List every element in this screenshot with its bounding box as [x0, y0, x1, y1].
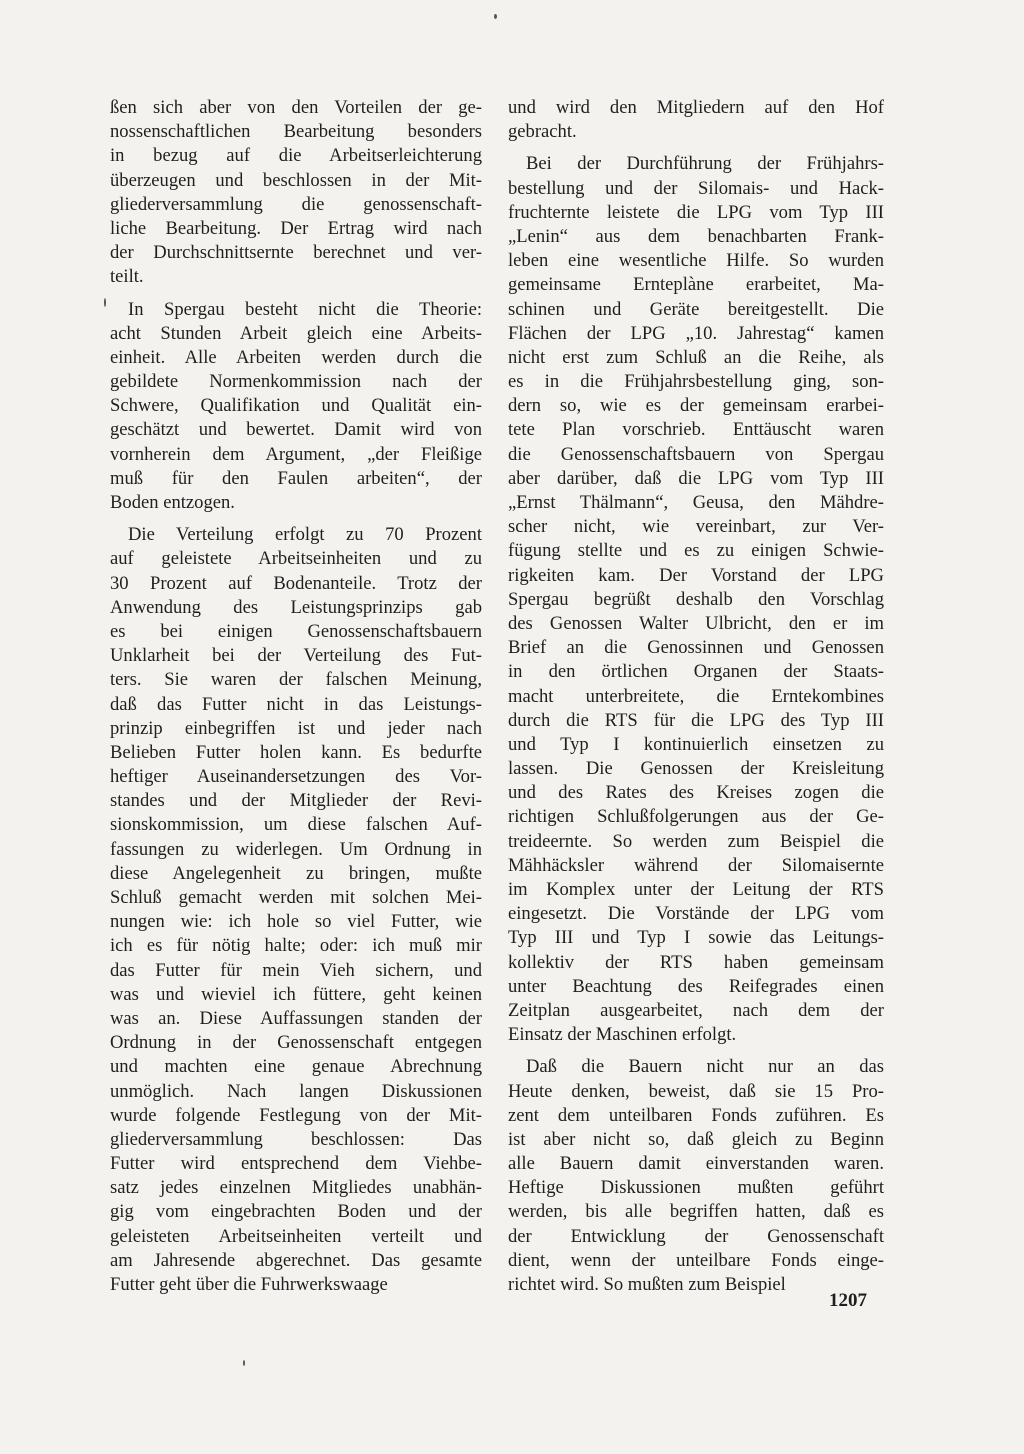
- right-column: [508, 96, 884, 1297]
- text-line: unter Beachtung des Reifegrades einen: [508, 975, 884, 997]
- scan-speck: [243, 1360, 245, 1366]
- text-line: Typ III und Typ I sowie das Leitungs-: [508, 927, 884, 949]
- text-line: schinen und Geräte bereitgestellt. Die: [508, 298, 884, 320]
- text-line: überzeugen und beschlossen in der Mit-: [110, 169, 482, 191]
- text-line: der Entwicklung der Genossenschaft: [508, 1225, 884, 1247]
- text-line: unmöglich. Nach langen Diskussionen: [110, 1080, 482, 1102]
- text-line: ters. Sie waren der falschen Meinung,: [110, 669, 482, 691]
- paragraph-gap: [508, 144, 884, 152]
- right-paragraph: [508, 1055, 884, 1297]
- text-line: „Ernst Thälmann“, Geusa, den Mähdre-: [508, 492, 884, 513]
- text-line: rigkeiten kam. Der Vorstand der LPG: [508, 564, 884, 586]
- text-line: sionskommission, um diese falschen Auf-: [110, 814, 482, 836]
- text-line: fassungen zu widerlegen. Um Ordnung in: [110, 838, 482, 860]
- text-line: gig vom eingebrachten Boden und der: [110, 1201, 482, 1223]
- text-line: aber darüber, daß die LPG vom Typ III: [508, 467, 884, 489]
- text-line: werden, bis alle begriffen hatten, daß es: [508, 1201, 884, 1223]
- text-line: dern so, wie es der gemeinsam erarbei-: [508, 395, 884, 417]
- text-line: geschätzt und bewertet. Damit wird von: [110, 419, 482, 441]
- text-line: Unklarheit bei der Verteilung des Fut-: [110, 645, 482, 667]
- text-line: Schluß gemacht werden mit solchen Mei-: [110, 887, 482, 908]
- text-line: standes und der Mitglieder der Revi-: [110, 790, 482, 812]
- text-line: des Genossen Walter Ulbricht, den er im: [508, 612, 884, 634]
- text-line: leben eine wesentliche Hilfe. So wurden: [508, 250, 884, 272]
- text-line: Die Verteilung erfolgt zu 70 Prozent: [128, 524, 482, 546]
- text-line: auf geleistete Arbeitseinheiten und zu: [110, 548, 482, 570]
- text-line: scher nicht, wie vereinbart, zur Ver-: [508, 516, 884, 538]
- text-line: teilt.: [110, 266, 144, 288]
- text-line: Spergau begrüßt deshalb den Vorschlag: [508, 588, 884, 610]
- text-line: Ordnung in der Genossenschaft entgegen: [110, 1032, 482, 1054]
- text-line: acht Stunden Arbeit gleich eine Arbeits-: [110, 322, 482, 344]
- text-line: ist aber nicht so, daß gleich zu Beginn: [508, 1128, 884, 1150]
- text-line: es bei einigen Genossenschaftsbauern: [110, 620, 482, 642]
- text-line: gebildete Normenkommission nach der: [110, 371, 482, 393]
- text-line: diese Angelegenheit zu bringen, mußte: [110, 862, 482, 884]
- paragraph-gap: [110, 290, 482, 298]
- text-line: lassen. Die Genossen der Kreisleitung: [508, 758, 884, 780]
- text-line: daß das Futter nicht in das Leistungs-: [110, 693, 482, 715]
- text-line: macht unterbreitete, die Erntekombines: [508, 685, 884, 707]
- text-line: Heftige Diskussionen mußten geführt: [508, 1177, 884, 1199]
- text-line: einheit. Alle Arbeiten werden durch die: [110, 346, 482, 368]
- text-line: Boden entzogen.: [110, 492, 235, 513]
- text-line: richtigen Schlußfolgerungen aus der Ge-: [508, 806, 884, 828]
- left-paragraph: [110, 298, 482, 516]
- text-line: alle Bauern damit einverstanden waren.: [508, 1153, 884, 1175]
- text-line: nungen wie: ich hole so viel Futter, wie: [110, 911, 482, 933]
- text-line: es in die Frühjahrsbestellung ging, son-: [508, 371, 884, 393]
- text-line: vornherein dem Argument, „der Fleißige: [110, 443, 482, 465]
- paragraph-gap: [508, 1047, 884, 1055]
- text-line: gliederversammlung die genossenschaft-: [110, 193, 482, 215]
- text-line: Mähhäcksler während der Silomaisernte: [508, 854, 884, 876]
- text-line: Anwendung des Leistungsprinzips gab: [110, 596, 482, 618]
- text-line: und wird den Mitgliedern auf den Hof: [508, 97, 884, 118]
- text-line: nossenschaftlichen Bearbeitung besonders: [110, 121, 482, 143]
- paragraph-gap: [110, 515, 482, 523]
- text-line: Zeitplan ausgearbeitet, nach dem der: [508, 999, 884, 1021]
- text-line: gemeinsame Ernteplàne erarbeitet, Ma-: [508, 274, 884, 296]
- right-paragraph: [508, 152, 884, 1047]
- text-line: in bezug auf die Arbeitserleichterung: [110, 145, 482, 167]
- text-line: die Genossenschaftsbauern von Spergau: [508, 443, 884, 465]
- text-line: muß für den Faulen arbeiten“, der: [110, 467, 482, 489]
- text-line: gliederversammlung beschlossen: Das: [110, 1128, 482, 1150]
- text-line: richtet wird. So mußten zum Beispiel: [508, 1274, 786, 1295]
- right-paragraph: [508, 96, 884, 144]
- page-number: 1207: [829, 1290, 867, 1311]
- text-line: treideernte. So werden zum Beispiel die: [508, 830, 884, 852]
- text-line: tete Plan vorschrieb. Enttäuscht waren: [508, 419, 884, 441]
- text-line: Bei der Durchführung der Frühjahrs-: [526, 153, 884, 175]
- text-line: im Komplex unter der Leitung der RTS: [508, 879, 884, 900]
- text-line: nicht erst zum Schluß an die Reihe, als: [508, 346, 884, 368]
- scan-speck: [494, 14, 497, 19]
- text-line: und des Rates des Kreises zogen die: [508, 782, 884, 804]
- text-line: zent dem unteilbaren Fonds zuführen. Es: [508, 1104, 884, 1126]
- text-line: kollektiv der RTS haben gemeinsam: [508, 951, 884, 973]
- text-line: heftiger Auseinandersetzungen des Vor-: [110, 766, 482, 788]
- text-line: wurde folgende Festlegung von der Mit-: [110, 1104, 482, 1126]
- text-line: Schwere, Qualifikation und Qualität ein-: [110, 395, 482, 417]
- text-line: Brief an die Genossinnen und Genossen: [508, 637, 884, 659]
- text-line: gebracht.: [508, 121, 577, 143]
- left-column: [110, 96, 482, 1297]
- text-line: Futter geht über die Fuhrwerkswaage: [110, 1274, 388, 1295]
- text-line: fruchternte leistete die LPG vom Typ III: [508, 201, 884, 223]
- text-line: In Spergau besteht nicht die Theorie:: [128, 298, 482, 320]
- text-line: Heute denken, beweist, daß sie 15 Pro-: [508, 1080, 884, 1102]
- text-line: bestellung und der Silomais- und Hack-: [508, 177, 884, 199]
- text-line: in den örtlichen Organen der Staats-: [508, 661, 884, 683]
- text-line: Futter wird entsprechend dem Viehbe-: [110, 1153, 482, 1175]
- text-line: Flächen der LPG „10. Jahrestag“ kamen: [508, 322, 884, 344]
- text-line: das Futter für mein Vieh sichern, und: [110, 959, 482, 981]
- text-line: ßen sich aber von den Vorteilen der ge-: [110, 97, 482, 118]
- text-line: am Jahresende abgerechnet. Das gesamte: [110, 1249, 482, 1271]
- text-line: was an. Diese Auffassungen standen der: [110, 1007, 482, 1029]
- text-line: Daß die Bauern nicht nur an das: [526, 1056, 884, 1078]
- left-paragraph: [110, 523, 482, 1297]
- left-paragraph: [110, 96, 482, 290]
- text-line: eingesetzt. Die Vorstände der LPG vom: [508, 903, 884, 925]
- text-line: prinzip einbegriffen ist und jeder nach: [110, 717, 482, 739]
- text-line: der Durchschnittsernte berechnet und ver-: [110, 242, 482, 264]
- text-line: 30 Prozent auf Bodenanteile. Trotz der: [110, 572, 482, 594]
- text-line: Belieben Futter holen kann. Es bedurfte: [110, 741, 482, 763]
- text-line: durch die RTS für die LPG des Typ III: [508, 709, 884, 731]
- text-line: „Lenin“ aus dem benachbarten Frank-: [508, 225, 884, 247]
- text-line: liche Bearbeitung. Der Ertrag wird nach: [110, 217, 482, 239]
- text-line: und machten eine genaue Abrechnung: [110, 1056, 482, 1078]
- text-line: Einsatz der Maschinen erfolgt.: [508, 1024, 737, 1046]
- text-line: und Typ I kontinuierlich einsetzen zu: [508, 733, 884, 755]
- text-line: satz jedes einzelnen Mitgliedes unabhän-: [110, 1177, 482, 1199]
- text-line: was und wieviel ich füttere, geht keinen: [110, 983, 482, 1005]
- scan-speck: [104, 298, 106, 307]
- text-line: dient, wenn der unteilbare Fonds einge-: [508, 1249, 884, 1271]
- text-line: geleisteten Arbeitseinheiten verteilt und: [110, 1225, 482, 1247]
- text-line: fügung stellte und es zu einigen Schwie-: [508, 540, 884, 562]
- text-line: ich es für nötig halte; oder: ich muß mir: [110, 935, 482, 957]
